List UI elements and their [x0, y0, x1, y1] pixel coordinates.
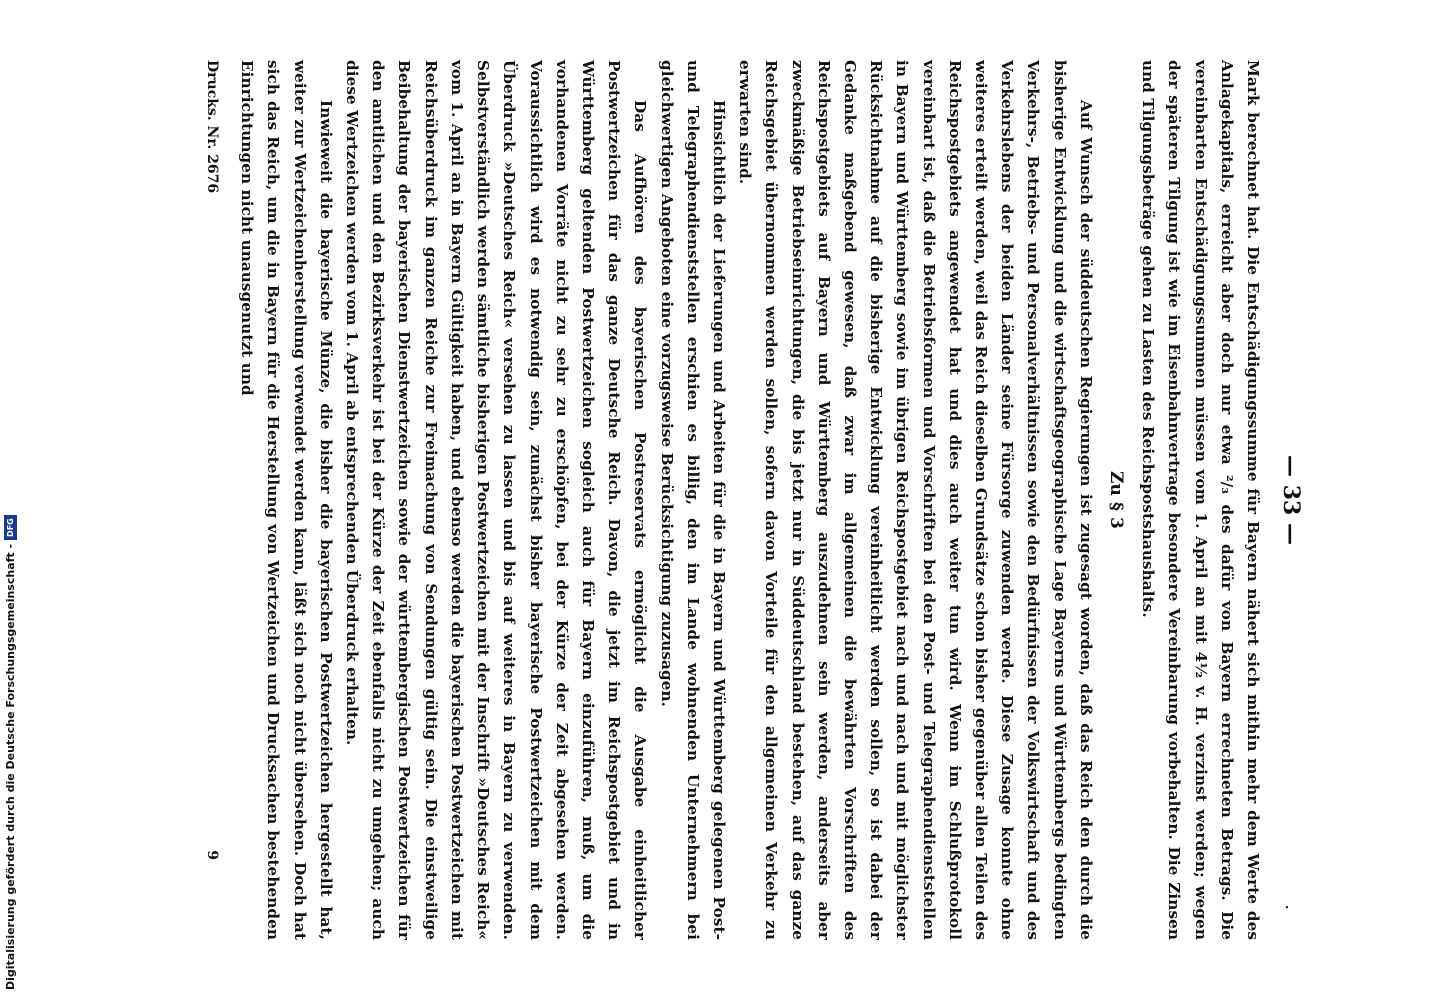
paragraph: Auf Wunsch der süddeutschen Regierungen ist zugesagt worden, daß das Reich den durch die bisherige Entwicklung und die wirtschaftsgeographische Lage Bayerns und Württembergs bedingten Verkehrs-, Betriebs- und Personalverhältnissen sowie den Bedürfnissen der Volkswirtschaft und des Verkehrslebens der beiden Länder seine Fürsorge zuwenden werde. Diese Zusage konnte ohne weiteres erteilt werden, weil das Reich dieselben Grundsätze schon bisher gegenüber allen Teilen des Reichspostgebiets angewendet hat und dies auch weiter tun wird. Wenn im Schlußprotokoll vereinbart ist, daß die Betriebsformen und Vorschriften bei den Post- und Telegraphendienststellen in Bayern und Württemberg sowie im übrigen Reichspostgebiet nach und nach und mit möglichster Rücksichtnahme auf die bisherige Entwicklung vereinheitlicht werden sollen, so ist dabei der Gedanke maßgebend gewesen, daß zwar im allgemeinen die bewährten Vorschriften des Reichspostgebiets auf Bayern und Württemberg auszudehnen sein werden, anderseits aber zweckmäßige Betriebseinrichtungen, die bis jetzt nur in Süddeutschland bestehen, auf das ganze Reichsgebiet übernommen werden sollen, sofern davon Vorteile für den allgemeinen Verkehr zu erwarten sind. — [736, 60, 1095, 940]
credit-line — [4, 518, 17, 990]
dfg-logo-icon: DFG — [4, 515, 17, 540]
paragraph: Hinsichtlich der Lieferungen und Arbeiten für die in Bayern und Württemberg gelegenen Post- und Telegraphendienststellen erschien es billig, den im Lande wohnenden Unternehmern bei gleichwertigen Angeboten eine vorzugsweise Berücksichtigung zuzusagen. — [657, 60, 728, 940]
margin-dot: . — [1281, 904, 1302, 910]
page-number: — 33 — — [1278, 455, 1304, 545]
body-text — [234, 60, 1266, 940]
print-reference: Drucks. Nr. 2676 — [204, 60, 221, 194]
page-footer — [190, 60, 226, 940]
page-header — [1266, 60, 1310, 940]
credit-strip — [0, 0, 30, 1000]
credit-text: Digitalisierung gefördert durch die Deutsche Forschungsgemeinschaft - — [4, 543, 17, 990]
paragraph: Inwieweit die bayerische Münze, die bisher die bayerischen Postwertzeichen hergestellt hat, weiter zur Wertzeichenherstellung verwendet werden kann, läßt sich noch nicht übersehen. Doch hat sich das Reich, um die in Bayern für die Herstellung von Wertzeichen und Drucksachen bestehenden Einrichtungen nicht unausgenutzt und — [238, 60, 335, 940]
paragraph: Das Aufhören des bayerischen Postreservats ermöglicht die Ausgabe einheitlicher Postwertzeichen für das ganze Deutsche Reich. Davon, die jetzt im Reichspostgebiet und in Württemberg geltenden Postwertzeichen sogleich auch für Bayern einzuführen, muß, um die vorhandenen Vorräte nicht zu sehr zu erschöpfen, bei der Kürze der Zeit abgesehen werden. Voraussichtlich wird es notwendig sein, zunächst bisher bayerische Postwertzeichen mit dem Überdruck »Deutsches Reich« versehen zu lassen und bis auf weiteres in Bayern zu verwenden. Selbstverständlich werden sämtliche bisherigen Postwertzeichen mit der Inschrift »Deutsches Reich« vom 1. April an in Bayern Gültigkeit haben, und ebenso werden die bayerischen Postwertzeichen mit Reichsüberdruck im ganzen Reiche zur Freimachung von Sendungen gültig sein. Die einstweilige Beibehaltung der bayerischen Dienstwertzeichen sowie der württembergischen Postwertzeichen für den amtlichen und den Bezirksverkehr ist bei der Kürze der Zeit ebenfalls nicht zu umgehen; auch diese Wertzeichen werden vom 1. April ab entsprechenden Überdruck erhalten. — [343, 60, 650, 940]
document-page — [60, 0, 1350, 1000]
section-heading: Zu § 3 — [1105, 471, 1126, 529]
signature-mark: 9 — [204, 850, 221, 860]
paragraph-continuation: Mark berechnet hat. Die Entschädigungssumme für Bayern nähert sich mithin mehr dem Werte des Anlagekapitals, erreicht aber doch nur etwa ²/₃ des dafür von Bayern errechneten Betrags. Die vereinbarten Entschädigungssummen müssen vom 1. April an mit 4½ v. H. verzinst werden; wegen der späteren Tilgung ist wie im Eisenbahnvertrage besondere Vereinbarung vorbehalten. Die Zinsen und Tilgungsbeträge gehen zu Lasten des Reichspostshaushalts. — [1139, 60, 1262, 940]
